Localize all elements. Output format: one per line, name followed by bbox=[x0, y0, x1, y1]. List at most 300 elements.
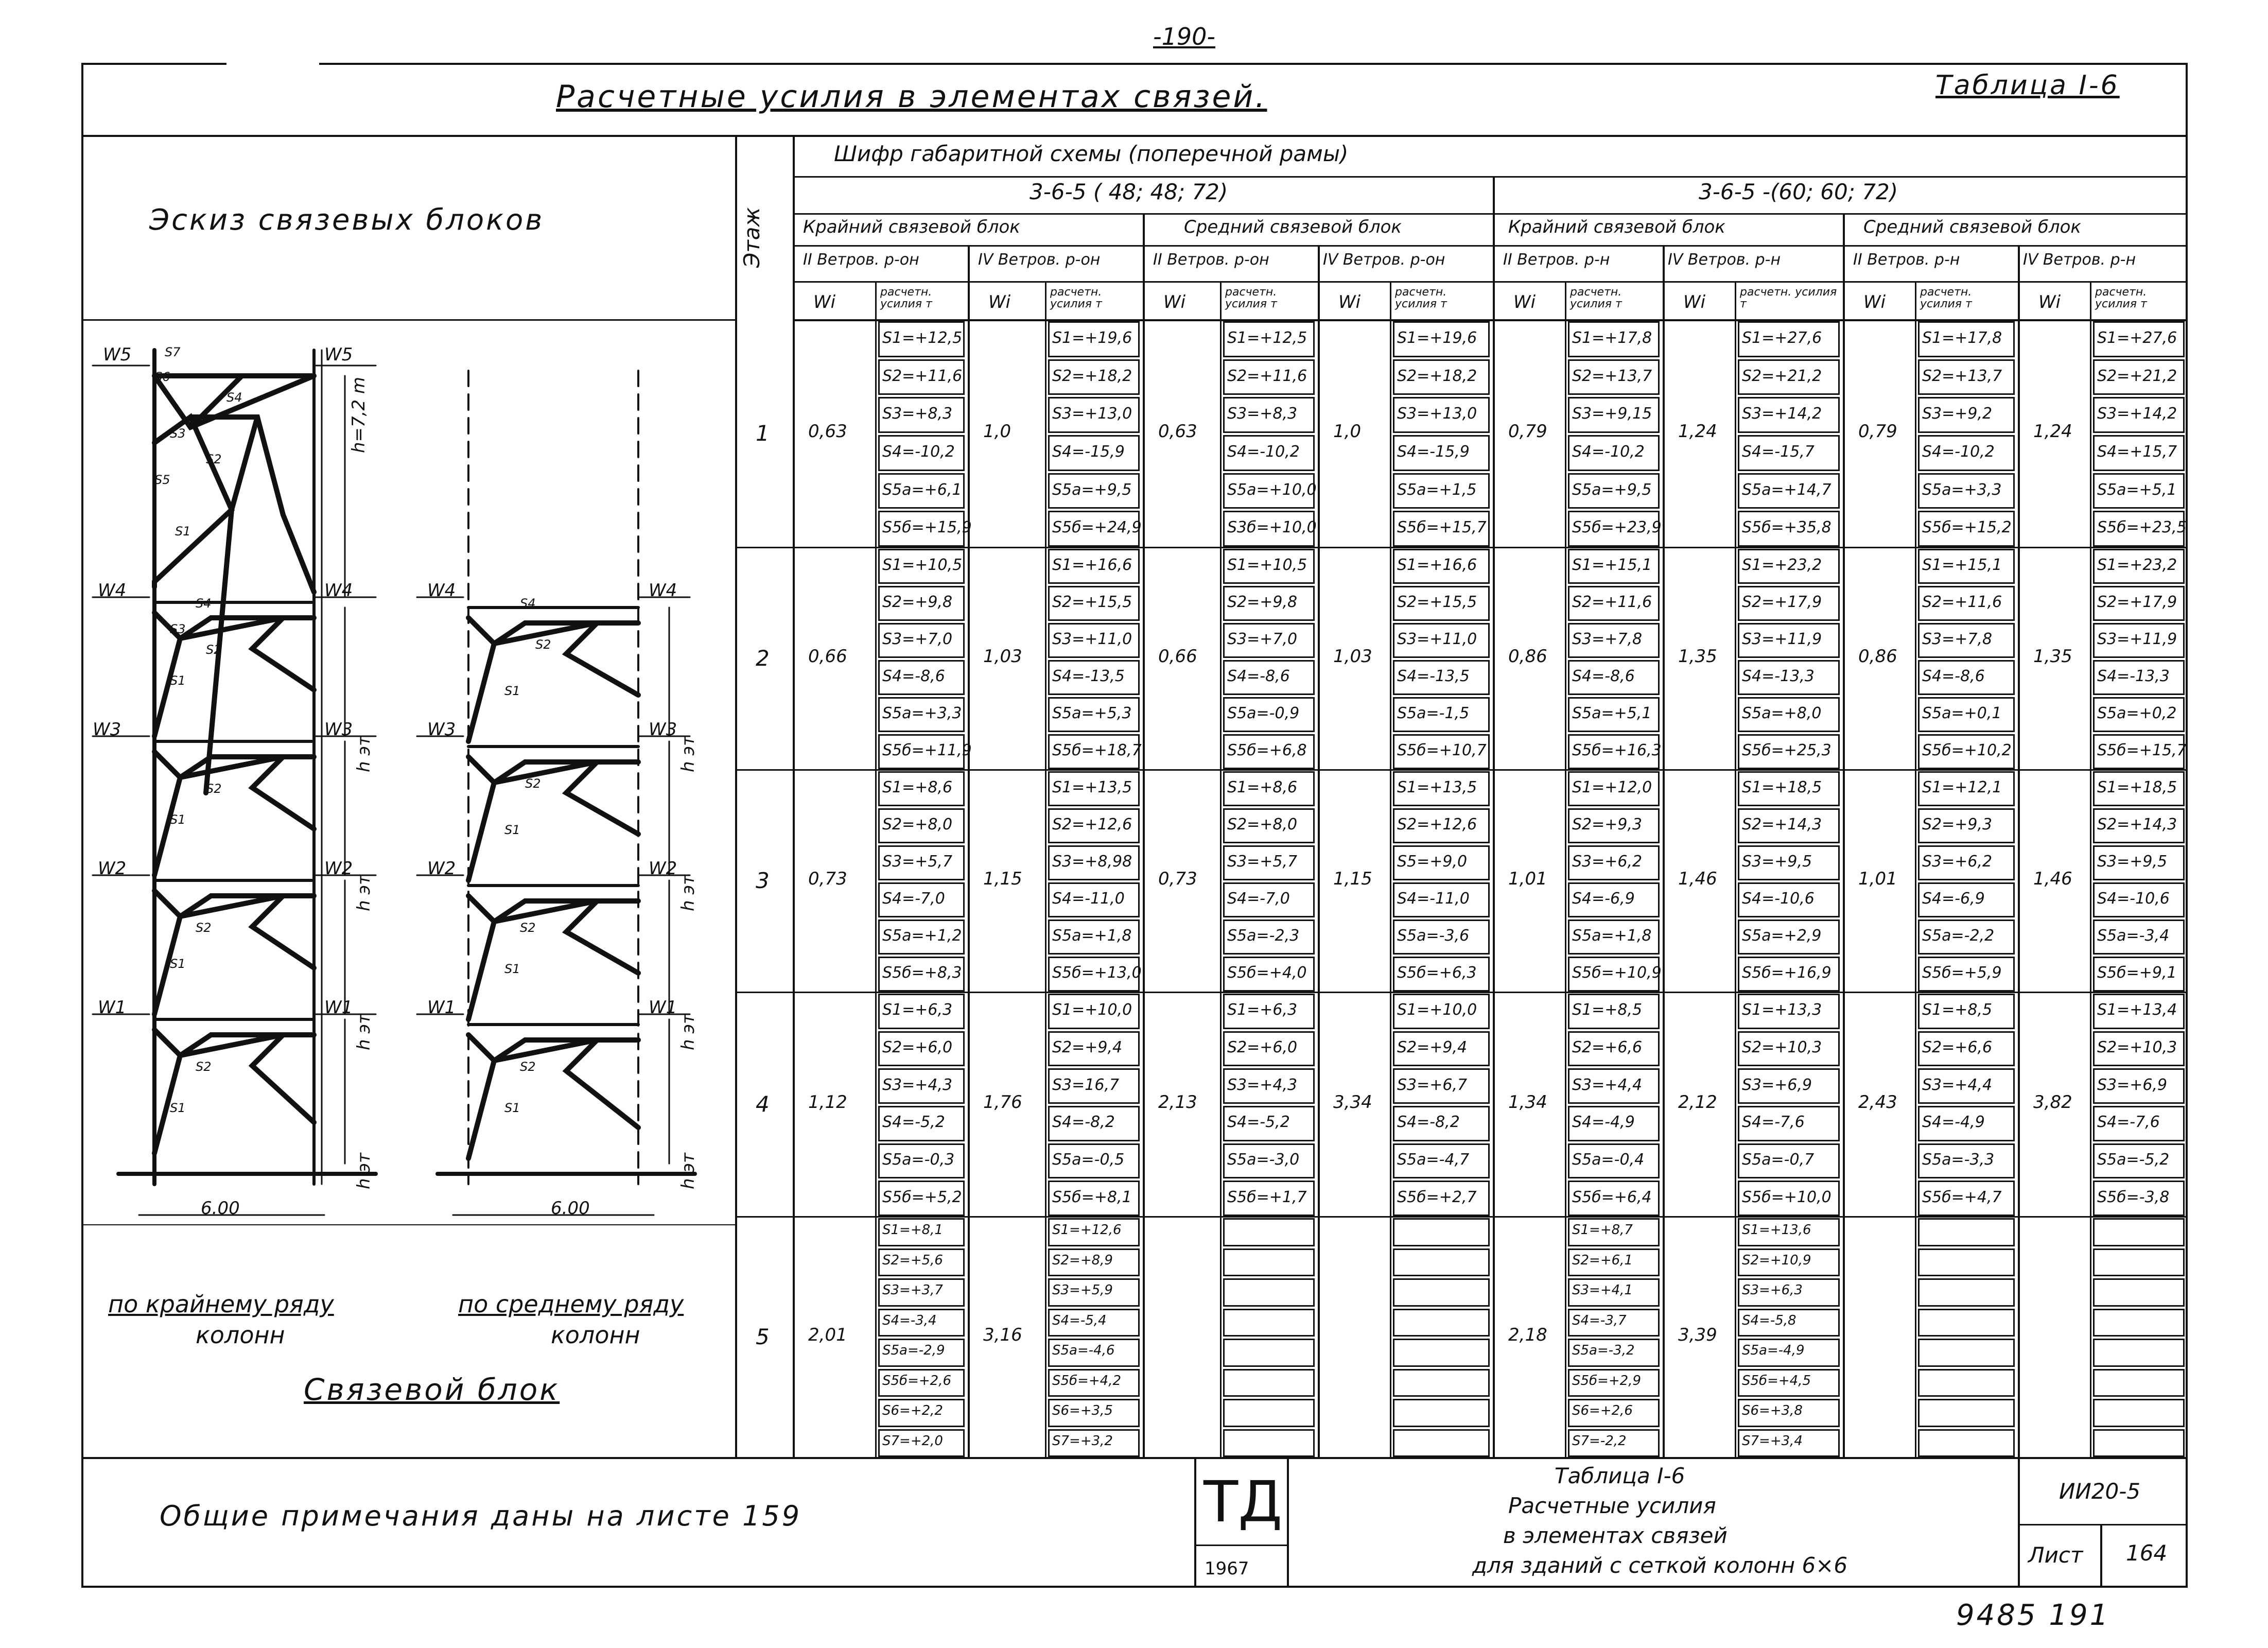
wi-value: 0,86 bbox=[1508, 646, 1547, 667]
force-value: S5б=+2,7 bbox=[1397, 1188, 1477, 1206]
force-value: S5б=+6,4 bbox=[1572, 1188, 1652, 1206]
wi-value: 0,79 bbox=[1858, 421, 1897, 442]
force-value: S5б=+10,7 bbox=[1397, 741, 1487, 759]
label-h-floor-4: h эт bbox=[354, 1153, 374, 1189]
force-value: S3=+8,3 bbox=[1227, 405, 1298, 423]
force-cell bbox=[2093, 1309, 2185, 1337]
label-w3-right: W3 bbox=[324, 719, 353, 740]
force-value: S5б=+23,9 bbox=[1572, 518, 1662, 537]
label-s1-f3: S1 bbox=[170, 812, 186, 827]
force-value: S1=+16,6 bbox=[1397, 556, 1477, 574]
calc-header: расчетн. усилия т bbox=[1740, 286, 1837, 311]
wi-value: 1,46 bbox=[1678, 869, 1717, 889]
w-col-divider bbox=[1915, 281, 1916, 1457]
force-value: S1=+12,6 bbox=[1052, 1222, 1122, 1238]
label-h-first: h=7,2 m bbox=[348, 376, 369, 453]
force-value: S5б=+23,5 bbox=[2097, 518, 2187, 537]
force-value: S5a=-5,2 bbox=[2097, 1151, 2170, 1169]
mid-floor-braces bbox=[468, 608, 638, 1158]
wind-ii-b2: II Ветров. р-н bbox=[1853, 251, 1960, 269]
force-value: S1=+18,5 bbox=[1742, 778, 1822, 796]
force-value: S4=-10,2 bbox=[1227, 442, 1300, 461]
force-value: S2=+9,4 bbox=[1397, 1038, 1468, 1056]
wi-value: 1,01 bbox=[1508, 869, 1547, 889]
force-value: S2=+6,6 bbox=[1922, 1038, 1993, 1056]
force-value: S3=+4,1 bbox=[1572, 1282, 1633, 1298]
force-value: S5б=+16,3 bbox=[1572, 741, 1662, 759]
force-value: S2=+9,8 bbox=[1227, 593, 1298, 611]
label-s1-mid-f5: S1 bbox=[504, 1101, 520, 1115]
force-value: S2=+15,5 bbox=[1052, 593, 1132, 611]
force-value: S1=+13,4 bbox=[2097, 1001, 2177, 1019]
wind-iv-b1: IV Ветров. р-н bbox=[1668, 251, 1781, 269]
force-cell bbox=[1918, 1429, 2015, 1458]
force-value: S5б=+10,9 bbox=[1572, 964, 1662, 982]
force-value: S2=+11,6 bbox=[1572, 593, 1652, 611]
force-cell bbox=[1223, 1309, 1315, 1337]
force-value: S5a=+5,3 bbox=[1052, 704, 1132, 722]
label-s2-f3: S2 bbox=[206, 782, 222, 796]
wi-header: Wi bbox=[1683, 292, 1706, 313]
block-edge-a: Крайний связевой блок bbox=[803, 217, 1020, 237]
sketch-top-line bbox=[81, 319, 735, 321]
force-value: S4=-13,3 bbox=[1742, 667, 1815, 685]
force-value: S4=-10,2 bbox=[1922, 442, 1995, 461]
page-title: Расчетные усилия в элементах связей. bbox=[556, 79, 1267, 115]
block-caption: Связевой блок bbox=[304, 1372, 560, 1407]
footer-sheet-no: 164 bbox=[2126, 1540, 2168, 1566]
force-cell bbox=[1393, 1369, 1490, 1397]
force-value: S5б=-3,8 bbox=[2097, 1188, 2170, 1206]
force-cell bbox=[1393, 1399, 1490, 1427]
force-value: S5a=+9,5 bbox=[1052, 480, 1132, 499]
force-cell bbox=[1393, 1278, 1490, 1307]
force-value: S3=+4,4 bbox=[1922, 1075, 1993, 1094]
label-w1-mid-left: W1 bbox=[427, 997, 456, 1018]
calc-header: расчетн. усилия т bbox=[1570, 286, 1622, 311]
force-cell bbox=[1223, 1339, 1315, 1367]
force-value: S5a=+1,8 bbox=[1052, 927, 1132, 945]
force-value: S3=+9,2 bbox=[1922, 405, 1993, 423]
label-s1-mid-f4: S1 bbox=[504, 962, 520, 976]
label-s4-mid-f2: S4 bbox=[520, 596, 536, 611]
force-value: S4=-4,9 bbox=[1922, 1113, 1985, 1132]
force-cell bbox=[2093, 1278, 2185, 1307]
force-value: S3=+7,8 bbox=[1572, 630, 1643, 648]
force-value: S4=-10,6 bbox=[1742, 890, 1815, 908]
label-w2-mid-right: W2 bbox=[649, 858, 677, 879]
footer-desc-3: в элементах связей bbox=[1503, 1523, 1728, 1548]
edge-caption-2: колонн bbox=[196, 1321, 285, 1349]
force-value: S4=-3,4 bbox=[882, 1312, 937, 1328]
force-value: S5б=+4,2 bbox=[1052, 1373, 1121, 1389]
force-value: S5б=+5,2 bbox=[882, 1188, 962, 1206]
w-col-divider bbox=[1565, 281, 1566, 1457]
w-col-divider bbox=[875, 281, 877, 1457]
force-value: S1=+23,2 bbox=[1742, 556, 1822, 574]
floor-number: 1 bbox=[756, 421, 770, 446]
group-a-header: 3-6-5 ( 48; 48; 72) bbox=[1030, 179, 1228, 204]
hdr-line-3 bbox=[793, 245, 2188, 247]
block-divider-a bbox=[1143, 213, 1145, 1457]
group-divider bbox=[1493, 176, 1495, 1457]
force-value: S3=+7,0 bbox=[1227, 630, 1298, 648]
force-value: S3=+14,2 bbox=[2097, 405, 2177, 423]
force-value: S2=+18,2 bbox=[1052, 367, 1132, 385]
force-cell bbox=[2093, 1248, 2185, 1277]
footer-div-4 bbox=[2100, 1524, 2102, 1588]
sketch-title: Эскиз связевых блоков bbox=[149, 203, 545, 237]
force-cell bbox=[1223, 1429, 1315, 1458]
wi-value: 2,43 bbox=[1858, 1092, 1897, 1113]
footer-year: 1967 bbox=[1205, 1558, 1249, 1579]
force-value: S5a=+10,0 bbox=[1227, 480, 1317, 499]
left-panel-divider bbox=[735, 135, 737, 1457]
force-value: S5a=-3,3 bbox=[1922, 1151, 1995, 1169]
force-value: S1=+6,3 bbox=[1227, 1001, 1298, 1019]
force-value: S3=+13,0 bbox=[1052, 405, 1132, 423]
label-w4-mid-right: W4 bbox=[649, 580, 677, 601]
force-value: S3=+6,9 bbox=[1742, 1075, 1812, 1094]
force-value: S3=+4,3 bbox=[1227, 1075, 1298, 1094]
force-value: S3=+5,7 bbox=[882, 853, 953, 871]
force-value: S2=+21,2 bbox=[2097, 367, 2177, 385]
force-value: S3=+6,7 bbox=[1397, 1075, 1468, 1094]
force-value: S2=+11,6 bbox=[1227, 367, 1307, 385]
force-value: S2=+21,2 bbox=[1742, 367, 1822, 385]
wi-value: 1,46 bbox=[2033, 869, 2072, 889]
wind-col-divider bbox=[2018, 245, 2020, 1457]
label-h-floor-mid-1: h эт bbox=[678, 736, 699, 772]
force-value: S5б=+15,9 bbox=[882, 518, 972, 537]
floor-number: 2 bbox=[756, 646, 770, 671]
wi-header: Wi bbox=[1513, 292, 1536, 313]
label-h-floor-3: h эт bbox=[354, 1014, 374, 1050]
wi-value: 1,01 bbox=[1858, 869, 1897, 889]
wi-value: 0,63 bbox=[808, 421, 847, 442]
force-value: S1=+12,1 bbox=[1922, 778, 2002, 796]
block-edge-b: Крайний связевой блок bbox=[1508, 217, 1725, 237]
footer-top-line bbox=[81, 1457, 2188, 1459]
force-value: S2=+6,6 bbox=[1572, 1038, 1643, 1056]
force-cell bbox=[1918, 1339, 2015, 1367]
force-value: S4=-15,9 bbox=[1397, 442, 1470, 461]
label-w3-mid-right: W3 bbox=[649, 719, 677, 740]
wi-value: 1,03 bbox=[1333, 646, 1372, 667]
block-divider-b bbox=[1843, 213, 1845, 1457]
force-value: S1=+8,5 bbox=[1922, 1001, 1993, 1019]
wi-value: 0,73 bbox=[1158, 869, 1197, 889]
wi-value: 0,73 bbox=[808, 869, 847, 889]
label-s2-f2: S2 bbox=[206, 643, 222, 657]
force-value: S5a=+0,2 bbox=[2097, 704, 2177, 722]
footer-desc-1: Таблица I-6 bbox=[1555, 1463, 1685, 1488]
row-divider bbox=[735, 992, 2188, 993]
label-s2-f4: S2 bbox=[196, 921, 212, 935]
table-label: Таблица I-6 bbox=[1935, 70, 2120, 101]
label-h-floor-mid-2: h эт bbox=[678, 875, 699, 911]
force-cell bbox=[1918, 1248, 2015, 1277]
force-value: S4=-8,6 bbox=[1227, 667, 1290, 685]
force-value: S4=-11,0 bbox=[1052, 890, 1125, 908]
wi-value: 3,34 bbox=[1333, 1092, 1372, 1113]
force-value: S5a=+0,1 bbox=[1922, 704, 2002, 722]
label-s2-top: S2 bbox=[206, 452, 222, 466]
force-value: S5б=+25,3 bbox=[1742, 741, 1831, 759]
force-cell bbox=[1918, 1369, 2015, 1397]
force-value: S5б=+4,0 bbox=[1227, 964, 1307, 982]
force-value: S1=+12,5 bbox=[1227, 328, 1307, 347]
force-value: S2=+18,2 bbox=[1397, 367, 1477, 385]
force-value: S6=+2,6 bbox=[1572, 1403, 1633, 1419]
force-value: S1=+8,5 bbox=[1572, 1001, 1643, 1019]
w-col-divider bbox=[2090, 281, 2091, 1457]
force-value: S3=+3,7 bbox=[882, 1282, 943, 1298]
footer-div-3 bbox=[2018, 1457, 2020, 1588]
force-cell bbox=[2093, 1339, 2185, 1367]
label-w4-left: W4 bbox=[98, 580, 127, 601]
force-cell bbox=[1223, 1248, 1315, 1277]
footer-desc-2: Расчетные усилия bbox=[1508, 1493, 1716, 1518]
force-value: S5a=-0,4 bbox=[1572, 1151, 1645, 1169]
footer-div-2 bbox=[1287, 1457, 1289, 1588]
force-value: S5б=+8,3 bbox=[882, 964, 962, 982]
mid-caption-2: колонн bbox=[551, 1321, 640, 1349]
force-value: S5a=-4,6 bbox=[1052, 1343, 1115, 1359]
label-s7: S7 bbox=[165, 345, 181, 359]
force-value: S5a=+3,3 bbox=[882, 704, 962, 722]
force-value: S5a=+14,7 bbox=[1742, 480, 1831, 499]
footer-desc-4: для зданий с сеткой колонн 6×6 bbox=[1472, 1553, 1848, 1578]
force-value: S1=+8,7 bbox=[1572, 1222, 1633, 1238]
footer-div-1 bbox=[1194, 1457, 1196, 1588]
force-value: S2=+10,3 bbox=[2097, 1038, 2177, 1056]
force-value: S2=+17,9 bbox=[2097, 593, 2177, 611]
force-value: S2=+8,0 bbox=[1227, 816, 1298, 834]
force-value: S1=+27,6 bbox=[2097, 328, 2177, 347]
force-value: S5a=+1,8 bbox=[1572, 927, 1652, 945]
calc-header: расчетн. усилия т bbox=[1920, 286, 1972, 311]
force-value: S3=+9,15 bbox=[1572, 405, 1652, 423]
force-value: S3=+7,8 bbox=[1922, 630, 1993, 648]
force-cell bbox=[1393, 1218, 1490, 1246]
label-w2-right: W2 bbox=[324, 858, 353, 879]
force-value: S2=+9,4 bbox=[1052, 1038, 1123, 1056]
force-value: S2=+5,6 bbox=[882, 1252, 943, 1268]
force-cell bbox=[1393, 1248, 1490, 1277]
block-mid-b: Средний связевой блок bbox=[1863, 217, 2081, 237]
force-value: S4=-8,2 bbox=[1052, 1113, 1115, 1132]
force-value: S5б=+15,7 bbox=[2097, 741, 2187, 759]
label-s4-f2: S4 bbox=[196, 596, 212, 611]
wind-ii-a2: II Ветров. р-он bbox=[1153, 251, 1269, 269]
force-value: S4=-8,2 bbox=[1397, 1113, 1460, 1132]
force-cell bbox=[2093, 1369, 2185, 1397]
force-value: S3б=+10,0 bbox=[1227, 518, 1317, 537]
wi-value: 2,01 bbox=[808, 1325, 847, 1345]
force-value: S5a=+5,1 bbox=[2097, 480, 2177, 499]
force-value: S2=+6,0 bbox=[882, 1038, 953, 1056]
label-w2-mid-left: W2 bbox=[427, 858, 456, 879]
force-cell bbox=[1918, 1278, 2015, 1307]
wi-value: 2,18 bbox=[1508, 1325, 1547, 1345]
label-s1-f5: S1 bbox=[170, 1101, 186, 1115]
force-value: S2=+9,8 bbox=[882, 593, 953, 611]
force-cell bbox=[1918, 1309, 2015, 1337]
force-cell bbox=[1223, 1278, 1315, 1307]
label-s1-top: S1 bbox=[175, 524, 191, 539]
force-value: S5б=+1,7 bbox=[1227, 1188, 1307, 1206]
force-value: S2=+8,9 bbox=[1052, 1252, 1113, 1268]
force-value: S1=+8,1 bbox=[882, 1222, 943, 1238]
force-value: S5a=-3,0 bbox=[1227, 1151, 1300, 1169]
wi-value: 1,24 bbox=[1678, 421, 1717, 442]
calc-header: расчетн. усилия т bbox=[1395, 286, 1447, 311]
wind-col-divider bbox=[1318, 245, 1320, 1457]
force-value: S3=+11,9 bbox=[2097, 630, 2177, 648]
bottom-handwritten: 9485 191 bbox=[1956, 1599, 2110, 1632]
force-value: S1=+10,5 bbox=[1227, 556, 1307, 574]
force-value: S1=+17,8 bbox=[1572, 328, 1652, 347]
calc-header: расчетн. усилия т bbox=[2095, 286, 2147, 311]
force-value: S5б=+6,8 bbox=[1227, 741, 1307, 759]
force-value: S5a=+5,1 bbox=[1572, 704, 1652, 722]
dim-mid-width: 6.00 bbox=[551, 1198, 590, 1219]
force-cell bbox=[2093, 1399, 2185, 1427]
label-w1-right: W1 bbox=[324, 997, 353, 1018]
wi-value: 3,39 bbox=[1678, 1325, 1717, 1345]
label-w2-left: W2 bbox=[98, 858, 127, 879]
dim-edge-width: 6.00 bbox=[201, 1198, 240, 1219]
force-value: S5a=+6,1 bbox=[882, 480, 962, 499]
force-value: S3=+13,0 bbox=[1397, 405, 1477, 423]
label-s2-mid-f5: S2 bbox=[520, 1060, 536, 1074]
force-cell bbox=[1393, 1309, 1490, 1337]
label-w1-left: W1 bbox=[98, 997, 127, 1018]
wi-value: 1,76 bbox=[983, 1092, 1022, 1113]
force-value: S5a=-3,6 bbox=[1397, 927, 1470, 945]
force-value: S4=-8,6 bbox=[1922, 667, 1985, 685]
force-value: S5б=+16,9 bbox=[1742, 964, 1831, 982]
force-value: S4=-13,5 bbox=[1052, 667, 1125, 685]
page-top-number: -190- bbox=[1153, 23, 1215, 50]
force-value: S4=-4,9 bbox=[1572, 1113, 1635, 1132]
hdr-line-2 bbox=[793, 213, 2188, 215]
force-value: S2=+8,0 bbox=[882, 816, 953, 834]
wi-value: 1,34 bbox=[1508, 1092, 1547, 1113]
label-w5-left: W5 bbox=[103, 344, 132, 365]
force-value: S5б=+35,8 bbox=[1742, 518, 1831, 537]
calc-header: расчетн. усилия т bbox=[880, 286, 932, 311]
force-value: S5a=-0,7 bbox=[1742, 1151, 1815, 1169]
force-value: S5a=+3,3 bbox=[1922, 480, 2002, 499]
force-value: S5a=+2,9 bbox=[1742, 927, 1822, 945]
force-value: S3=+5,9 bbox=[1052, 1282, 1113, 1298]
force-value: S3=+8,98 bbox=[1052, 853, 1132, 871]
force-value: S2=+9,3 bbox=[1572, 816, 1643, 834]
force-value: S2=+13,7 bbox=[1922, 367, 2002, 385]
wi-header: Wi bbox=[1863, 292, 1886, 313]
force-value: S4=-5,8 bbox=[1742, 1312, 1796, 1328]
wind-ii-b1: II Ветров. р-н bbox=[1503, 251, 1610, 269]
force-value: S5a=+1,2 bbox=[882, 927, 962, 945]
wi-header: Wi bbox=[1163, 292, 1186, 313]
force-value: S2=+15,5 bbox=[1397, 593, 1477, 611]
floor-header: Этаж bbox=[739, 207, 764, 268]
force-value: S5б=+4,7 bbox=[1922, 1188, 2002, 1206]
label-s2-f5: S2 bbox=[196, 1060, 212, 1074]
w-col-divider bbox=[1220, 281, 1222, 1457]
wi-value: 2,13 bbox=[1158, 1092, 1197, 1113]
label-h-floor-mid-4: h эт bbox=[678, 1153, 699, 1189]
force-cell bbox=[1918, 1218, 2015, 1246]
wind-col-divider bbox=[1663, 245, 1665, 1457]
wi-value: 3,82 bbox=[2033, 1092, 2072, 1113]
wind-iv-a2: IV Ветров. р-он bbox=[1323, 251, 1445, 269]
force-value: S2=+17,9 bbox=[1742, 593, 1822, 611]
force-value: S4=-7,6 bbox=[1742, 1113, 1805, 1132]
wi-value: 1,15 bbox=[983, 869, 1022, 889]
force-value: S5б=+6,3 bbox=[1397, 964, 1477, 982]
wi-header: Wi bbox=[1338, 292, 1361, 313]
force-value: S5б=+2,9 bbox=[1572, 1373, 1641, 1389]
force-value: S4=+15,7 bbox=[2097, 442, 2177, 461]
label-w5-right: W5 bbox=[324, 344, 353, 365]
force-value: S5б=+11,9 bbox=[882, 741, 972, 759]
force-value: S4=-7,0 bbox=[1227, 890, 1290, 908]
force-value: S2=+11,6 bbox=[1922, 593, 2002, 611]
label-s1-mid-f2: S1 bbox=[504, 684, 520, 698]
wi-header: Wi bbox=[988, 292, 1011, 313]
force-value: S1=+8,6 bbox=[882, 778, 953, 796]
label-w3-left: W3 bbox=[93, 719, 121, 740]
label-s2-mid-f2: S2 bbox=[535, 637, 551, 652]
force-value: S2=+12,6 bbox=[1397, 816, 1477, 834]
wi-value: 1,15 bbox=[1333, 869, 1372, 889]
force-value: S1=+8,6 bbox=[1227, 778, 1298, 796]
force-value: S6=+3,5 bbox=[1052, 1403, 1113, 1419]
force-cell bbox=[1223, 1369, 1315, 1397]
calc-header: расчетн. усилия т bbox=[1225, 286, 1277, 311]
force-value: S3=+5,7 bbox=[1227, 853, 1298, 871]
force-value: S5a=-2,3 bbox=[1227, 927, 1300, 945]
label-s1-f4: S1 bbox=[170, 957, 186, 971]
force-value: S6=+2,2 bbox=[882, 1403, 943, 1419]
force-value: S4=-15,7 bbox=[1742, 442, 1815, 461]
force-value: S5a=+1,5 bbox=[1397, 480, 1477, 499]
bracing-sketch bbox=[88, 329, 731, 1256]
wi-value: 1,35 bbox=[2033, 646, 2072, 667]
edge-floor-braces bbox=[154, 613, 314, 1153]
force-cell bbox=[1223, 1399, 1315, 1427]
force-value: S2=+13,7 bbox=[1572, 367, 1652, 385]
force-value: S4=-7,6 bbox=[2097, 1113, 2160, 1132]
force-value: S3=+6,3 bbox=[1742, 1282, 1803, 1298]
force-value: S5a=-0,9 bbox=[1227, 704, 1300, 722]
frame-gap bbox=[226, 57, 319, 69]
force-value: S7=+3,4 bbox=[1742, 1433, 1803, 1449]
force-value: S3=+6,2 bbox=[1922, 853, 1993, 871]
floor-number: 4 bbox=[756, 1091, 770, 1117]
force-value: S2=+10,9 bbox=[1742, 1252, 1811, 1268]
force-value: S5б=+5,9 bbox=[1922, 964, 2002, 982]
wi-value: 0,79 bbox=[1508, 421, 1547, 442]
force-value: S4=-6,9 bbox=[1922, 890, 1985, 908]
wind-iv-b2: IV Ветров. р-н bbox=[2023, 251, 2136, 269]
wi-value: 3,16 bbox=[983, 1325, 1022, 1345]
force-value: S5б=+24,9 bbox=[1052, 518, 1142, 537]
wi-value: 0,66 bbox=[1158, 646, 1197, 667]
